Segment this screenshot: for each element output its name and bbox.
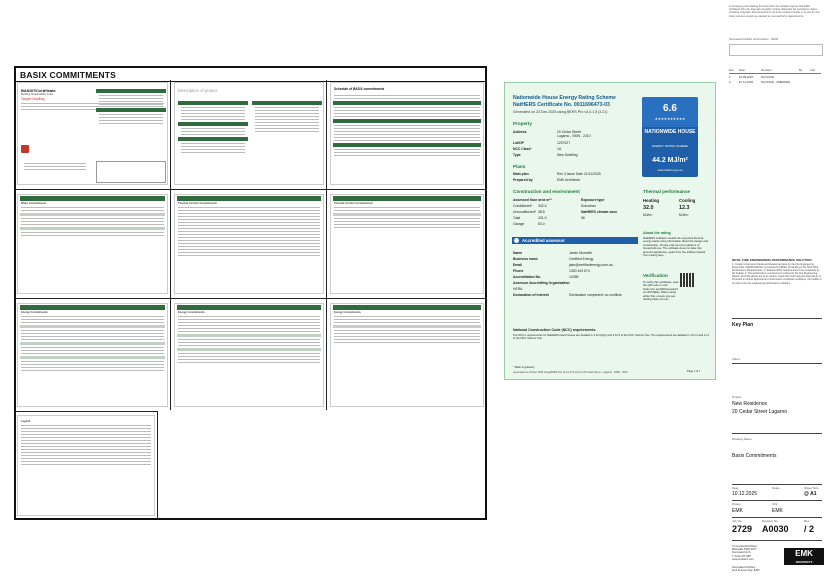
thermal-commitments-head: Thermal Comfort Commitments: [178, 202, 217, 205]
ncc-value: 1A: [557, 147, 562, 151]
aao-label: Assessor Accrediting Organisation: [513, 281, 570, 285]
grid-line-h2: [14, 298, 487, 299]
basix-page-3: [330, 82, 484, 185]
email-value: jake@certifiedenergy.com.au: [569, 263, 613, 267]
tb-divider: [732, 363, 822, 364]
grid-line-v2: [326, 80, 327, 410]
lotdp-value: 1207427: [557, 141, 571, 145]
basix-page-8: [174, 303, 324, 407]
energy-commitments-head-3: Energy Commitments: [334, 311, 361, 314]
prepared-label: Prepared by: [513, 178, 533, 182]
assessor-icon: [514, 238, 519, 243]
name-value: Jamie Monreilh: [569, 251, 592, 255]
notes-heading: NOTE: FIRE ENGINEERING PERFORMANCE SOLUTION: [732, 258, 812, 262]
basix-page-6: [330, 194, 484, 294]
exposure-label: Exposure type: [581, 198, 605, 202]
conditioned-value: 342.6: [538, 204, 547, 208]
water-commitments-head: Water Commitments: [21, 202, 47, 205]
grid-line-v3: [157, 411, 158, 519]
exposure-value: Suburban: [581, 204, 596, 208]
scale-label: Scale: [772, 486, 780, 490]
about-text: NatHERS software models the expected thermal energy loads using information about the design and construction, climate and common patterns of household use. The software does not take into account appliances, apart from the airflow impacts from ceiling fans.: [643, 236, 708, 258]
project-name: New Residence: [732, 401, 768, 407]
badge-url: www.nathers.gov.au: [657, 168, 683, 172]
assessed-label: Assessed floor area m²*: [513, 198, 552, 202]
sheet-title: BASIX COMMITMENTS: [20, 70, 116, 80]
accreditation-label: Accreditation No.: [513, 275, 542, 279]
date-label: Date: [732, 486, 739, 490]
tb-divider: [732, 484, 822, 485]
rev-col-by: By: [799, 68, 803, 72]
basix-page-2: [174, 82, 324, 185]
garage-label: Garage: [513, 222, 525, 226]
rev-number: / 2: [804, 524, 815, 534]
sheet-size-label: Sheet Size: [804, 486, 819, 490]
table-row: 1 16.09.2025 DA ISSUE: [729, 75, 774, 79]
business-value: Certified Energy: [569, 257, 594, 261]
tb-divider: [732, 540, 822, 541]
footer-glossary: * Refer to glossary.: [513, 366, 535, 369]
cert-title-1: Nationwide House Energy Rating Scheme: [513, 95, 616, 101]
rev-label: Rev: [804, 519, 810, 523]
nominated-box: [729, 44, 823, 56]
ncc-heading: National Construction Code (NCC) requirements: [513, 328, 596, 332]
cooling-unit: MJ/m²: [679, 213, 689, 217]
table-row: 2 10.12.2025 DA ISSUE - AMENDED: [729, 80, 791, 84]
heating-label: Heating: [643, 198, 660, 203]
footer-page: Page 1 of 7: [687, 370, 701, 373]
revision-table: [729, 68, 821, 84]
type-label: Type: [513, 153, 521, 157]
badge-mj-value: 44.2 MJ/m²: [652, 157, 688, 164]
unconditioned-label: Unconditioned*: [513, 210, 536, 214]
rev-col-date: Date: [739, 68, 745, 72]
address-value: 20 Cedar Street Lugarno , NSW , 2210: [557, 130, 591, 139]
about-heading: About the rating: [643, 231, 671, 235]
grid-line-h1: [14, 189, 487, 190]
basix-page-4: [17, 194, 168, 294]
logo-text: EMK: [795, 549, 813, 558]
basix-cert-sub: Building Sustainability Index: [21, 93, 54, 96]
sheet-size-value: @ A1: [804, 491, 817, 497]
energy-rating-badge: [642, 97, 698, 177]
climate-label: NatHERS climate zone: [581, 210, 618, 214]
construction-heading: Construction and environment: [513, 189, 580, 194]
basix-page-1: [17, 82, 168, 185]
qr-code-icon: [680, 273, 694, 287]
drawing-name-label: Drawing Name: [732, 437, 752, 441]
footer-generated: Generated on 23 Dec 2025 using BERS Pro v4.4.1.5 (3.21) for 20 Cedar Street , Lugarno , NSW , 2210: [513, 371, 628, 374]
aao-value: HERA: [513, 287, 523, 291]
rev-col-revision: Revision: [761, 68, 772, 72]
phone-label: Phone: [513, 269, 524, 273]
climate-value: 56: [581, 216, 585, 220]
ncc-label: NCC Class*: [513, 147, 532, 151]
tb-divider: [732, 318, 822, 319]
ncc-text: The NCC's requirements for NatHERS-rated houses are detailed in 3.12.0(a)(i) and 3.12.5 of the NCC Volume Two. The requirements are detailed in 13.2.2 and J1.2 of the NCC Volume One.: [513, 334, 709, 341]
drawn-value: EMK: [732, 508, 743, 514]
phone-value: 1300 443 674: [569, 269, 590, 273]
nominated-architect-top: Nominated Architect: Emil Kusevic · 10035: [729, 38, 779, 41]
heating-value: 32.0: [643, 205, 654, 211]
logo-sub: ARCHITECTS: [795, 561, 813, 564]
verification-text: To verify this certificate, scan the QR code or visit hstar.com.au/QR/Generate? p=nPVn9EZx. When using either link, ensure you are visiting hstar.com.au: [643, 280, 679, 302]
conditioned-label: Conditioned*: [513, 204, 533, 208]
thermal-commitments-head-2: Thermal Comfort Commitments: [334, 202, 373, 205]
accredited-assessor-heading: Accredited assessor: [512, 237, 638, 244]
drawing-no-label: Drawing No.: [762, 519, 779, 523]
basix-page-7: [17, 303, 168, 407]
legend-head: Legend: [21, 420, 31, 423]
cooling-value: 12.3: [679, 205, 690, 211]
emk-logo: [784, 548, 824, 565]
total-label: Total: [513, 216, 521, 220]
prepared-value: EMK Architects: [557, 178, 580, 182]
cooling-label: Cooling: [679, 198, 696, 203]
project-label: Project: [732, 395, 742, 399]
cert-generated: Generated on 23 Dec 2025 using BERS Pro v4.4.1.5 (3.21): [513, 110, 608, 114]
name-label: Name: [513, 251, 523, 255]
schedule-title: Schedule of BASIX commitments: [334, 87, 385, 91]
cert-title-2: NatHERS Certificate No. 0011696473-03: [513, 102, 610, 108]
job-label: Job No.: [732, 519, 743, 523]
firm-address: 74 Cumberland Place Matraville NSW 2017 Nominated Arch. T: 0412 275 488 www.emkarch.com: [732, 545, 757, 561]
main-plan-value: Rev 3 Issue Date 21/11/2025: [557, 172, 601, 176]
lotdp-label: Lot/DP: [513, 141, 524, 145]
rev-col-rev: Rev: [729, 68, 734, 72]
footer-note: Nominated Architect Emil Kusevic Reg. 8265: [732, 566, 760, 573]
badge-brand: NATIONWIDE HOUSE: [644, 129, 696, 135]
doi-value: Declaration completed: no conflicts: [569, 293, 622, 297]
stars-icon: ★★★★★★★★★★: [654, 117, 686, 121]
business-label: Business name: [513, 257, 538, 261]
rev-col-chk: Chk: [810, 68, 815, 72]
basix-page-9: [330, 303, 484, 407]
basix-page-10: [17, 415, 155, 516]
address-label: Address: [513, 130, 527, 134]
plans-heading: Plans: [513, 164, 526, 169]
copyright-note: In occupying and utilising this document the recipient agrees that EMK Architects Pty Ltd retain all copyright. Unless otherwise the purchaser copies including copyright, this document is not to be copied in whole or in part for any other purpose except as required to meet authority requirements.: [729, 5, 820, 18]
checked-label: Chk: [772, 502, 778, 506]
doi-label: Declaration of interest: [513, 293, 549, 297]
thermal-heading: Thermal performance: [643, 189, 690, 194]
energy-commitments-head: Energy Commitments: [21, 311, 48, 314]
star-rating-value: 6.6: [663, 103, 677, 114]
client-label: Client: [732, 357, 740, 361]
heating-unit: MJ/m²: [643, 213, 653, 217]
checked-value: EMK: [772, 508, 783, 514]
verification-heading: Verification: [643, 273, 668, 278]
energy-commitments-head-2: Energy Commitments: [178, 311, 205, 314]
description-title: Description of project: [178, 88, 218, 93]
drawing-number: A0030: [762, 524, 789, 534]
grid-line-v1: [170, 80, 171, 410]
accreditation-value: 10058: [569, 275, 579, 279]
type-value: New Dwelling: [557, 153, 578, 157]
job-number: 2729: [732, 524, 753, 534]
total-value: 431.0: [538, 216, 547, 220]
project-address: 20 Cedar Street Lugarno: [732, 409, 788, 415]
tb-divider: [732, 433, 822, 434]
tb-divider: [732, 500, 822, 501]
unconditioned-value: 38.8: [538, 210, 545, 214]
notes-text: 1. Certain referenced criteria and cleared services by the Fire Engineering Report Ref. N0030-FER Rev 2 prepared by BDEL Consulting in the NCC BCA Performance Requirements. 2. Relevant BCA requirements to be completed by the builder. 3. The performance requirements outlined in the Fire Engineering Report. All of the above are to be read in conjunction with relevant documents. 4. Pursuant to council approval and construction certificate conditions, the builder is to refer to the fire engineering performance solutions.: [732, 263, 822, 285]
garage-value: 53.0: [538, 222, 545, 226]
drawn-label: Drawn: [732, 502, 741, 506]
basix-project-name: Tangen Dwelling: [21, 97, 45, 101]
tb-divider: [732, 517, 822, 518]
grid-line-h3: [14, 411, 157, 412]
main-plan-label: Main plan: [513, 172, 529, 176]
basix-page-5: [174, 194, 324, 294]
drawing-name: Basix Commitments: [732, 453, 777, 459]
key-plan-label: Key Plan: [732, 322, 754, 328]
badge-sub: ENERGY RATING SCHEME: [652, 144, 688, 148]
basix-cert-title: BASIX®Certificate: [21, 88, 56, 93]
date-value: 10.12.2025: [732, 491, 758, 497]
property-heading: Property: [513, 121, 532, 126]
email-label: Email: [513, 263, 523, 267]
